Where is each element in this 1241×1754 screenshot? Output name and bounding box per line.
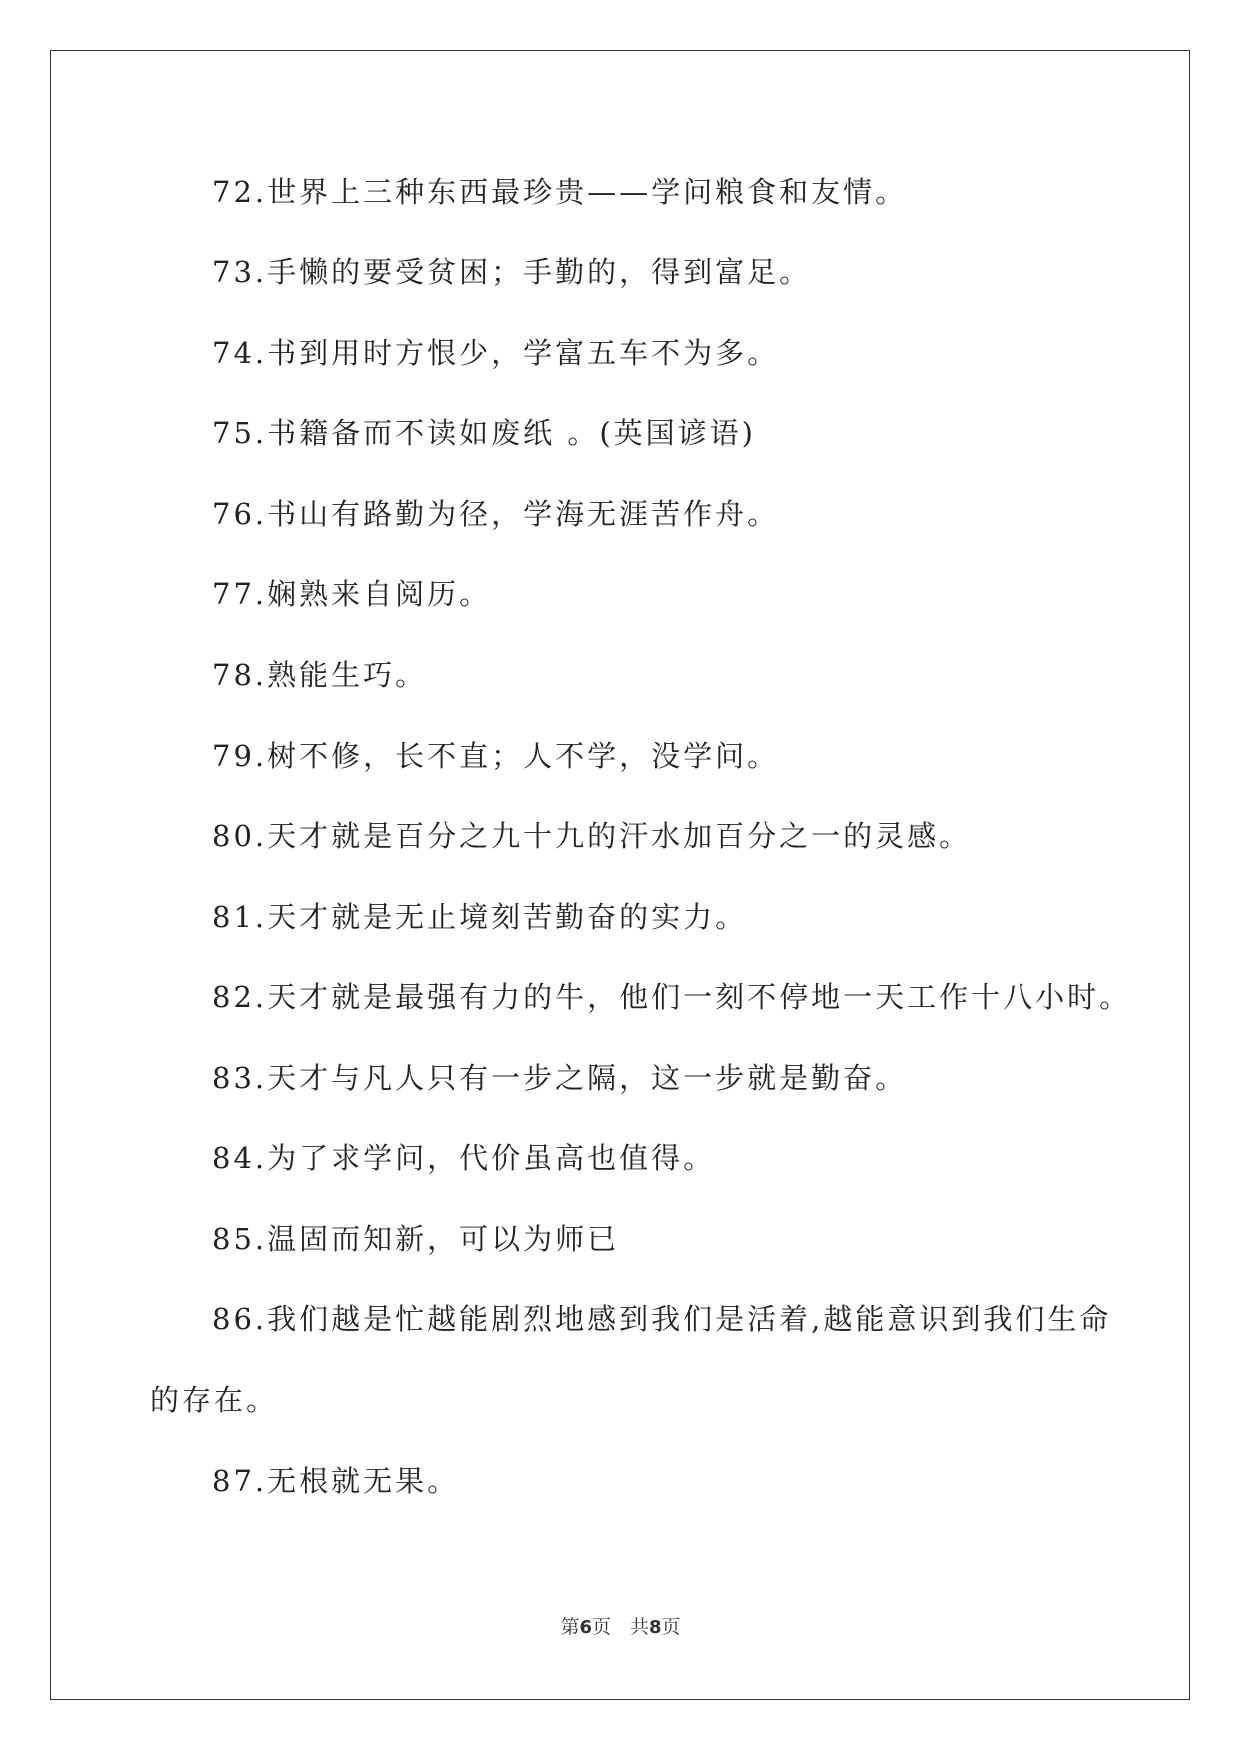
proverb-80: 80.天才就是百分之九十九的汗水加百分之一的灵感。 bbox=[212, 819, 972, 853]
proverb-85: 85.温固而知新，可以为师已 bbox=[212, 1222, 620, 1256]
proverb-81: 81.天才就是无止境刻苦勤奋的实力。 bbox=[212, 900, 748, 934]
total-page-number: 8 bbox=[649, 1617, 662, 1638]
proverb-83: 83.天才与凡人只有一步之隔，这一步就是勤奋。 bbox=[212, 1061, 908, 1095]
proverb-79: 79.树不修，长不直；人不学，没学问。 bbox=[212, 739, 780, 773]
proverb-84: 84.为了求学问，代价虽高也值得。 bbox=[212, 1141, 716, 1175]
footer-suffix: 页 bbox=[661, 1616, 681, 1638]
proverb-78: 78.熟能生巧。 bbox=[212, 658, 428, 692]
proverb-76: 76.书山有路勤为径，学海无涯苦作舟。 bbox=[212, 497, 780, 531]
page-footer bbox=[0, 1612, 1241, 1639]
proverb-86: 86.我们越是忙越能剧烈地感到我们是活着,越能意识到我们生命 bbox=[212, 1302, 1112, 1336]
proverb-86-continued: 的存在。 bbox=[150, 1383, 279, 1417]
proverb-74: 74.书到用时方恨少，学富五车不为多。 bbox=[212, 336, 780, 370]
proverb-87: 87.无根就无果。 bbox=[212, 1464, 460, 1498]
footer-prefix: 第 bbox=[560, 1616, 580, 1638]
proverb-73: 73.手懒的要受贫困；手勤的，得到富足。 bbox=[212, 255, 812, 289]
proverb-75: 75.书籍备而不读如废纸 。(英国谚语) bbox=[212, 416, 756, 450]
proverb-72: 72.世界上三种东西最珍贵——学问粮食和友情。 bbox=[212, 175, 908, 209]
current-page-number: 6 bbox=[579, 1617, 592, 1638]
proverb-82: 82.天才就是最强有力的牛，他们一刻不停地一天工作十八小时。 bbox=[212, 980, 1132, 1014]
proverb-77: 77.娴熟来自阅历。 bbox=[212, 577, 492, 611]
footer-middle: 页 共 bbox=[591, 1616, 649, 1638]
page-border bbox=[50, 50, 1190, 1700]
